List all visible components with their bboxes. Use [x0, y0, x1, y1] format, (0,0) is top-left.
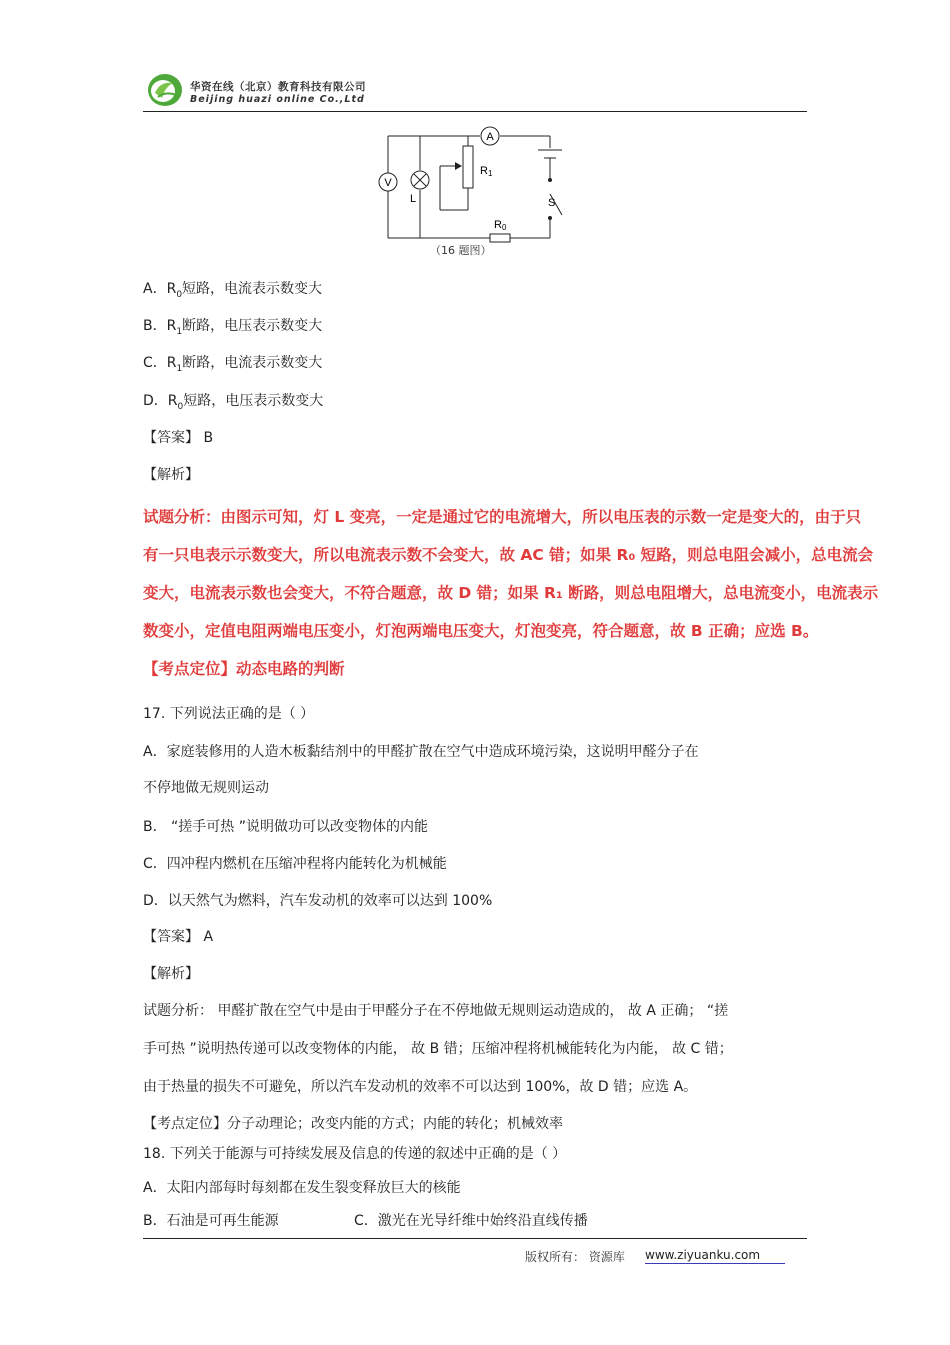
q16-option-c: C．$R_1$断路，电流表示数变大	[143, 355, 323, 374]
q16-analysis-line: 试题分析：由图示可知，灯 L 变亮，一定是通过它的电流增大，所以电压表的示数一定是变大的，由于只	[143, 508, 862, 526]
svg-text:R0	[494, 219, 507, 232]
rheostat-label: R	[480, 165, 488, 177]
q16-analysis-line: 数变小，定值电阻两端电压变小，灯泡两端电压变大，灯泡变亮，符合题意，故 B 正确；应选 B。	[143, 622, 819, 640]
switch-label: S	[548, 197, 556, 209]
q17-analysis-line: 试题分析： 甲醛扩散在空气中是由于甲醛分子在不停地做无规则运动造成的， 故 A 正确； “搓	[143, 1003, 729, 1019]
q17-option-line: A．家庭装修用的人造木板黏结剂中的甲醛扩散在空气中造成环境污染，这说明甲醛分子在	[143, 744, 699, 760]
q18-option-a: A．太阳内部每时每刻都在发生裂变释放巨大的核能	[143, 1180, 461, 1196]
footer-copyright: 版权所有： 资源库	[525, 1250, 625, 1264]
q16-option-d: D．$R_0$短路，电压表示数变大	[143, 393, 324, 412]
q16-analysis-line: 有一只电表示示数变大，所以电流表示数不会变大，故 AC 错；如果 R₀ 短路，则总电阻会减小，总电流会	[143, 546, 874, 564]
q17-option-line: C．四冲程内燃机在压缩冲程将内能转化为机械能	[143, 856, 447, 872]
q17-analysis-line: 由于热量的损失不可避免，所以汽车发动机的效率不可以达到 100%，故 D 错；应选 A。	[143, 1079, 698, 1095]
figure-caption: （16 题图）	[430, 244, 492, 257]
q17-option-line: B． “搓手可热 ”说明做功可以改变物体的内能	[143, 819, 429, 835]
q16-answer: 【答案】 B	[143, 430, 214, 446]
q16-point: 【考点定位】动态电路的判断	[143, 660, 345, 678]
ammeter-label: A	[486, 131, 494, 143]
q16-option-a: A．$R_0$短路，电流表示数变大	[143, 281, 323, 300]
q18-option-b: B．石油是可再生能源	[143, 1213, 279, 1229]
lamp-label: L	[410, 193, 417, 205]
q17-point: 【考点定位】分子动理论；改变内能的方式；内能的转化；机械效率	[143, 1116, 563, 1132]
header-divider	[143, 111, 807, 112]
q17-answer: 【答案】 A	[143, 929, 214, 945]
rheostat-sub: 1	[487, 169, 493, 178]
q16-analysis-line: 变大，电流表示数也会变大，不符合题意，故 D 错；如果 R₁ 断路，则总电阻增大，总电流变小，电流表示	[143, 584, 879, 602]
fixed-resistor-label: R	[494, 219, 502, 231]
footer-link[interactable]: www.ziyuanku.com	[645, 1248, 785, 1264]
company-name-en: Beijing huazi online Co.,Ltd	[190, 94, 365, 105]
company-logo	[146, 71, 186, 109]
svg-text:R1	[480, 165, 493, 178]
circuit-diagram	[370, 120, 570, 250]
footer-divider	[143, 1238, 807, 1239]
voltmeter-label: V	[384, 177, 392, 189]
q17-stem: 17. 下列说法正确的是（ ）	[143, 706, 315, 722]
q16-analysis-label: 【解析】	[143, 467, 199, 483]
q17-analysis-label: 【解析】	[143, 966, 199, 982]
q17-option-line: D．以天然气为燃料，汽车发动机的效率可以达到 100%	[143, 893, 493, 909]
q17-option-line: 不停地做无规则运动	[143, 780, 269, 796]
fixed-resistor-sub: 0	[501, 223, 507, 232]
company-name-cn: 华资在线（北京）教育科技有限公司	[190, 81, 366, 93]
q18-option-c: C．激光在光导纤维中始终沿直线传播	[354, 1213, 588, 1229]
q17-analysis-line: 手可热 ”说明热传递可以改变物体的内能， 故 B 错；压缩冲程将机械能转化为内能， 故 C 错；	[143, 1041, 733, 1057]
q16-option-b: B．$R_1$断路，电压表示数变大	[143, 318, 323, 337]
q18-stem: 18. 下列关于能源与可持续发展及信息的传递的叙述中正确的是（ ）	[143, 1146, 567, 1162]
